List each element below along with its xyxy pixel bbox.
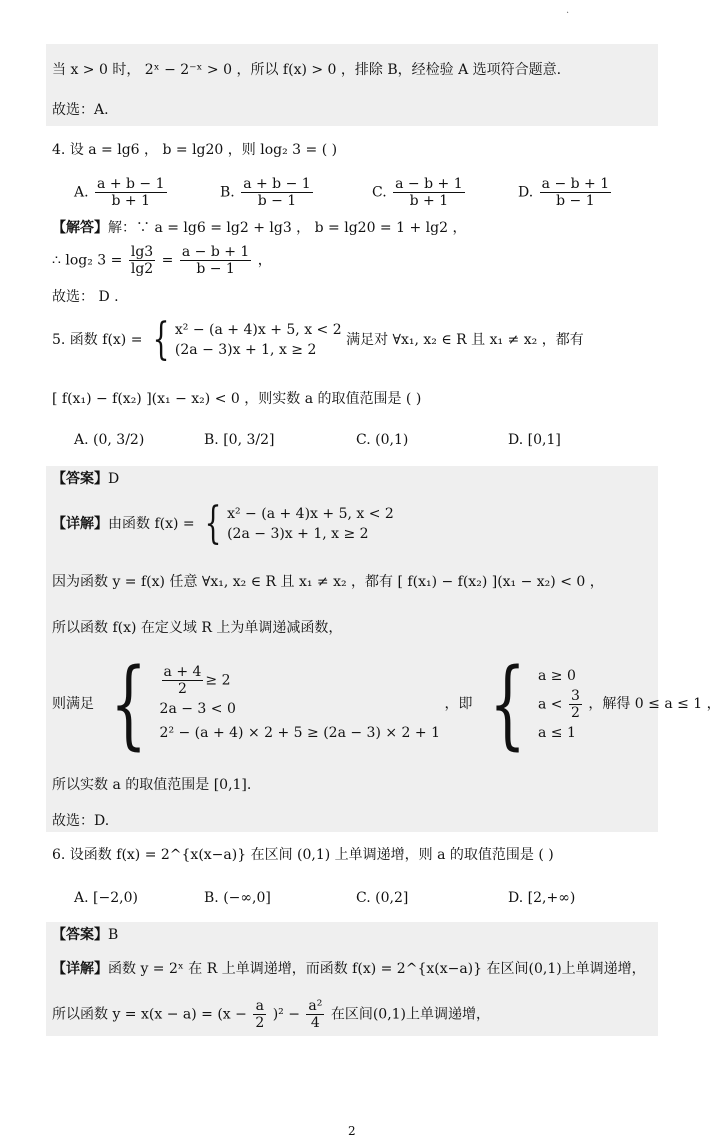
q6-detail-tag: 【详解】 bbox=[52, 961, 108, 977]
q6-option-b-label: B. bbox=[204, 890, 219, 906]
q4-option-a-den: b + 1 bbox=[111, 193, 150, 209]
q4-stem: 4. 设 a = lg6 ， b = lg20 ，则 log₂ 3 = ( ) bbox=[52, 142, 338, 158]
q5-option-c-label: C. bbox=[356, 432, 371, 448]
q4-option-a-fraction bbox=[95, 176, 166, 209]
q5-suffix: 满足对 ∀x₁, x₂ ∈ R 且 x₁ ≠ x₂ ，都有 bbox=[346, 332, 584, 348]
q5-cond2: 2a − 3 < 0 bbox=[159, 700, 236, 717]
q5-r2-pre: a < bbox=[537, 696, 563, 712]
q4-option-d-den: b − 1 bbox=[556, 193, 595, 209]
q4-answer-tag: 【解答】 bbox=[52, 220, 108, 236]
q5-option-a-text: (0, 3/2) bbox=[93, 432, 145, 448]
q5-then-prefix: 则满足 bbox=[52, 696, 94, 712]
q5-detail-line bbox=[52, 498, 394, 549]
q4-option-d-num: a − b + 1 bbox=[541, 176, 610, 192]
q4-therefore-line: ∴ log₂ 3 = $\frac{\lg 3}{\lg 2}$ = $\frac{a - b + 1}{b - 1}$ ， bbox=[52, 244, 272, 277]
q4-option-c-label: C. bbox=[372, 184, 387, 201]
q6-detail-line2 bbox=[52, 998, 490, 1031]
q5-r3: a ≤ 1 bbox=[537, 724, 576, 741]
q6-option-b-text: (−∞,0] bbox=[223, 890, 271, 906]
q5-detail-case1: x² − (a + 4)x + 5, x < 2 bbox=[227, 506, 394, 522]
q4-choose: 故选： D . bbox=[52, 289, 119, 305]
q5-option-a-label: A. bbox=[74, 432, 89, 448]
q6-detail2-post: 在区间(0,1)上单调递增， bbox=[330, 1006, 491, 1023]
q5-option-a bbox=[74, 432, 144, 448]
q5-prefix: 5. 函数 f(x) = bbox=[52, 332, 143, 348]
q4-frac1-den: lg2 bbox=[130, 261, 154, 277]
q4-option-c bbox=[372, 176, 467, 209]
q4-option-d-label: D. bbox=[518, 184, 534, 201]
q4-option-b bbox=[220, 176, 315, 209]
q4-option-c-den: b + 1 bbox=[409, 193, 449, 209]
q5-range: 所以实数 a 的取值范围是 [0,1]. bbox=[52, 777, 252, 793]
q5-case2: (2a − 3)x + 1, x ≥ 2 bbox=[174, 342, 317, 358]
q5-answer-value: D bbox=[108, 471, 120, 487]
q6-detail2-mid: )² − bbox=[272, 1006, 300, 1023]
q6-option-d-label: D. bbox=[508, 890, 524, 906]
q5-option-b-label: B. bbox=[204, 432, 219, 448]
q5-option-b bbox=[204, 432, 274, 448]
q6-option-d bbox=[508, 890, 575, 906]
q5-conditions-line bbox=[52, 648, 721, 760]
q5-ie: ，即 bbox=[444, 696, 473, 712]
q5-detail-prefix: 由函数 f(x) = bbox=[108, 516, 195, 532]
q5-detail-case2: (2a − 3)x + 1, x ≥ 2 bbox=[227, 526, 369, 542]
q5-option-b-text: [0, 3/2] bbox=[223, 432, 275, 448]
q4-option-a-label: A. bbox=[74, 184, 89, 201]
q6-answer-tag: 【答案】 bbox=[52, 927, 108, 943]
q6-frac1 bbox=[253, 998, 266, 1031]
q4-frac2-den: b − 1 bbox=[196, 261, 235, 277]
q5-r2-den: 2 bbox=[570, 704, 580, 721]
q6-option-a bbox=[74, 890, 138, 906]
q5-option-d-text: [0,1] bbox=[527, 432, 561, 448]
q5-detail-piecewise: { x² − (a + 4)x + 5, x < 2 (2a − 3)x + 1, x ≥ 2 bbox=[204, 498, 394, 549]
header-mark: · bbox=[566, 8, 570, 19]
q5-option-d-label: D. bbox=[508, 432, 524, 448]
q4-frac1 bbox=[129, 244, 155, 277]
q5-choose: 故选：D. bbox=[52, 813, 110, 829]
q5-answer-tag: 【答案】 bbox=[52, 471, 108, 487]
q5-piecewise: { x² − (a + 4)x + 5, x < 2 (2a − 3)x + 1, x ≥ 2 bbox=[152, 314, 342, 365]
q5-cond1 bbox=[160, 664, 440, 697]
q4-option-b-fraction bbox=[241, 176, 312, 209]
q5-r1: a ≥ 0 bbox=[537, 667, 576, 684]
q4-option-c-fraction bbox=[393, 176, 464, 209]
page-number: 2 bbox=[348, 1124, 356, 1138]
q5-option-c bbox=[356, 432, 408, 448]
q5-r2 bbox=[538, 688, 584, 721]
q6-option-d-text: [2,+∞) bbox=[527, 890, 576, 906]
q4-option-d-fraction bbox=[540, 176, 611, 209]
q5-option-c-text: (0,1) bbox=[375, 432, 409, 448]
q4-answer-line bbox=[52, 219, 466, 237]
q4-option-b-label: B. bbox=[220, 184, 235, 201]
q4-option-c-num: a − b + 1 bbox=[395, 176, 463, 192]
q5-cond1-num: a + 4 bbox=[163, 663, 202, 680]
q6-detail2-pre: 所以函数 y = x(x − a) = (x − bbox=[52, 1006, 247, 1023]
q5-option-d bbox=[508, 432, 561, 448]
q4-frac2 bbox=[180, 244, 251, 277]
q5-case1: x² − (a + 4)x + 5, x < 2 bbox=[174, 322, 342, 338]
q4-option-d bbox=[518, 176, 613, 209]
q6-option-b bbox=[204, 890, 271, 906]
q5-result-system: { a ≥ 0 a < $\frac{3}{2}$ a ≤ 1 bbox=[477, 656, 584, 752]
q6-option-c bbox=[356, 890, 408, 906]
q4-end: ， bbox=[257, 252, 272, 269]
q6-frac1-num: a bbox=[253, 998, 266, 1015]
q4-option-b-den: b − 1 bbox=[257, 193, 297, 209]
q6-answer-line bbox=[52, 926, 118, 944]
q6-option-c-text: (0,2] bbox=[375, 890, 409, 906]
q6-option-a-label: A. bbox=[74, 890, 89, 906]
q5-solve: ，解得 0 ≤ a ≤ 1 ， bbox=[588, 696, 721, 712]
q5-stem bbox=[52, 314, 584, 365]
q6-option-c-label: C. bbox=[356, 890, 371, 906]
q4-therefore: ∴ log₂ 3 = bbox=[52, 252, 123, 269]
q5-so: 所以函数 f(x) 在定义域 R 上为单调递减函数， bbox=[52, 620, 343, 636]
q5-cond3: 2² − (a + 4) × 2 + 5 ≥ (2a − 3) × 2 + 1 bbox=[159, 724, 440, 741]
q5-cond1-rest: ≥ 2 bbox=[205, 672, 231, 688]
q6-frac1-den: 2 bbox=[255, 1015, 265, 1031]
q6-option-a-text: [−2,0) bbox=[93, 890, 138, 906]
q6-stem: 6. 设函数 f(x) = 2^{x(x−a)} 在区间 (0,1) 上单调递增，则 a 的取值范围是 ( ) bbox=[52, 847, 554, 863]
q3-choose: 故选：A. bbox=[52, 102, 109, 118]
solution-block-q3 bbox=[46, 44, 658, 126]
q3-conclusion: 当 x > 0 时， 2ˣ − 2⁻ˣ > 0 ，所以 f(x) > 0 ，排除 B，经检验 A 选项符合题意. bbox=[52, 62, 562, 78]
q6-detail1: 函数 y = 2ˣ 在 R 上单调递增，而函数 f(x) = 2^{x(x−a)} 在区间(0,1)上单调递增， bbox=[108, 961, 646, 977]
q5-because: 因为函数 y = f(x) 任意 ∀x₁, x₂ ∈ R 且 x₁ ≠ x₂ ，都有 [ f(x₁) − f(x₂) ](x₁ − x₂) < 0 ， bbox=[52, 574, 604, 590]
q4-option-a bbox=[74, 176, 169, 209]
q4-frac1-num: lg3 bbox=[130, 244, 154, 260]
q5-cond1-den: 2 bbox=[178, 680, 187, 697]
q5-detail-tag: 【详解】 bbox=[52, 516, 108, 532]
q6-frac2 bbox=[306, 998, 324, 1031]
q6-frac2-den: 4 bbox=[310, 1015, 320, 1031]
q4-option-b-num: a + b − 1 bbox=[243, 176, 311, 192]
q6-frac2-num: a² bbox=[308, 998, 323, 1014]
q5-r2-num: 3 bbox=[570, 687, 580, 704]
q4-option-a-num: a + b − 1 bbox=[97, 176, 165, 192]
q5-condition-system: { $\frac{a + 4}{2}$ ≥ 2 2a − 3 < 0 2² − (a + 4) × 2 + 5 ≥ (2a − 3) × 2 + 1 bbox=[110, 648, 440, 760]
q5-answer-line bbox=[52, 470, 119, 488]
q5-stem-line2: [ f(x₁) − f(x₂) ](x₁ − x₂) < 0 ，则实数 a 的取值范围是 ( ) bbox=[52, 391, 422, 407]
q6-detail-line1 bbox=[52, 960, 646, 978]
q6-answer-value: B bbox=[108, 927, 119, 943]
q4-answer-text: 解：∵ a = lg6 = lg2 + lg3 ， b = lg20 = 1 + lg2 ， bbox=[108, 220, 467, 236]
q4-frac2-num: a − b + 1 bbox=[181, 244, 250, 260]
